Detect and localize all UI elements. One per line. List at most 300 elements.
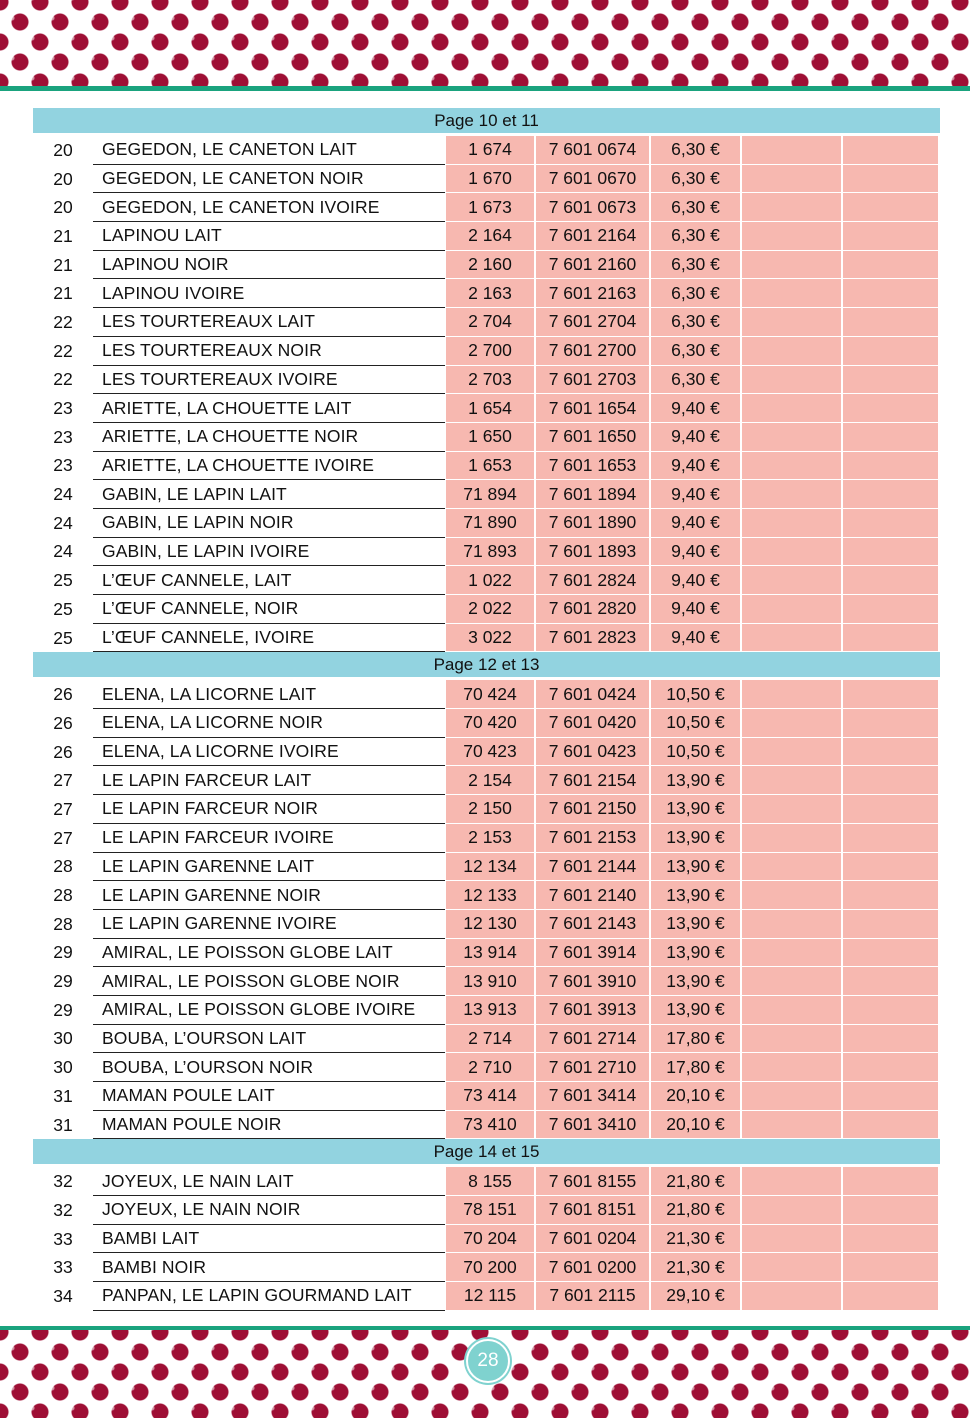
reference-cell: 8 155: [445, 1167, 534, 1196]
reference-cell: 13 910: [445, 967, 534, 996]
reference-cell: 73 410: [445, 1111, 534, 1140]
reference-cell: 2 160: [445, 251, 534, 280]
ean-code-cell: 7 601 2700: [534, 337, 649, 366]
order-quantity-cell[interactable]: [740, 1053, 841, 1082]
page-ref-cell: 32: [53, 1171, 73, 1192]
reference-cell: 70 200: [445, 1253, 534, 1282]
order-total-cell[interactable]: [841, 624, 938, 653]
price-cell: 29,10 €: [649, 1282, 740, 1311]
order-total-cell[interactable]: [841, 509, 938, 538]
order-total-cell[interactable]: [841, 538, 938, 567]
page-ref-cell: 33: [53, 1228, 73, 1249]
page-ref-cell: 25: [53, 570, 73, 591]
table-row: [33, 1167, 940, 1196]
order-quantity-cell[interactable]: [740, 222, 841, 251]
reference-cell: 71 890: [445, 509, 534, 538]
page-ref-cell: 21: [53, 283, 73, 304]
order-quantity-cell[interactable]: [740, 766, 841, 795]
table-row: [33, 566, 940, 595]
price-cell: 10,50 €: [649, 709, 740, 738]
table-row: [33, 538, 940, 567]
product-name-cell: ARIETTE, LA CHOUETTE NOIR: [93, 423, 445, 452]
price-cell: 9,40 €: [649, 624, 740, 653]
reference-cell: 70 204: [445, 1225, 534, 1254]
order-quantity-cell[interactable]: [740, 1196, 841, 1225]
reference-cell: 70 424: [445, 680, 534, 709]
table-row: [33, 1225, 940, 1254]
product-name-cell: LES TOURTEREAUX NOIR: [93, 337, 445, 366]
price-cell: 9,40 €: [649, 538, 740, 567]
product-name-cell: L’ŒUF CANNELE, IVOIRE: [93, 624, 445, 653]
page-ref-cell: 28: [53, 913, 73, 934]
ean-code-cell: 7 601 3913: [534, 996, 649, 1025]
reference-cell: 12 115: [445, 1282, 534, 1311]
page-ref-cell: 30: [53, 1028, 73, 1049]
page-ref-cell: 29: [53, 942, 73, 963]
table-row: [33, 738, 940, 767]
order-quantity-cell[interactable]: [740, 1282, 841, 1311]
apple-pattern-top-band: [0, 0, 970, 86]
order-total-cell[interactable]: [841, 939, 938, 968]
reference-cell: 2 710: [445, 1053, 534, 1082]
order-total-cell[interactable]: [841, 1082, 938, 1111]
price-cell: 13,90 €: [649, 939, 740, 968]
reference-cell: 2 164: [445, 222, 534, 251]
page-ref-cell: 29: [53, 999, 73, 1020]
page-ref-cell: 23: [53, 398, 73, 419]
ean-code-cell: 7 601 2144: [534, 853, 649, 882]
page-ref-cell: 30: [53, 1057, 73, 1078]
ean-code-cell: 7 601 0673: [534, 193, 649, 222]
price-cell: 13,90 €: [649, 967, 740, 996]
ean-code-cell: 7 601 3910: [534, 967, 649, 996]
table-row: [33, 996, 940, 1025]
product-name-cell: LE LAPIN GARENNE IVOIRE: [93, 910, 445, 939]
product-name-cell: GABIN, LE LAPIN IVOIRE: [93, 538, 445, 567]
order-total-cell[interactable]: [841, 595, 938, 624]
order-total-cell[interactable]: [841, 795, 938, 824]
reference-cell: 2 714: [445, 1025, 534, 1054]
page-ref-cell: 26: [53, 712, 73, 733]
order-total-cell[interactable]: [841, 366, 938, 395]
product-name-cell: LE LAPIN GARENNE NOIR: [93, 881, 445, 910]
ean-code-cell: 7 601 2710: [534, 1053, 649, 1082]
page-ref-cell: 26: [53, 684, 73, 705]
reference-cell: 2 153: [445, 824, 534, 853]
order-total-cell[interactable]: [841, 996, 938, 1025]
product-name-cell: AMIRAL, LE POISSON GLOBE IVOIRE: [93, 996, 445, 1025]
reference-cell: 2 163: [445, 279, 534, 308]
product-name-cell: GEGEDON, LE CANETON IVOIRE: [93, 193, 445, 222]
reference-cell: 2 703: [445, 366, 534, 395]
order-total-cell[interactable]: [841, 193, 938, 222]
reference-cell: 1 654: [445, 394, 534, 423]
order-total-cell[interactable]: [841, 824, 938, 853]
reference-cell: 70 420: [445, 709, 534, 738]
product-name-cell: PANPAN, LE LAPIN GOURMAND LAIT: [93, 1282, 445, 1311]
table-row: [33, 680, 940, 709]
reference-cell: 2 704: [445, 308, 534, 337]
price-cell: 10,50 €: [649, 738, 740, 767]
table-row: [33, 853, 940, 882]
order-total-cell[interactable]: [841, 165, 938, 194]
table-row: [33, 394, 940, 423]
price-cell: 6,30 €: [649, 165, 740, 194]
reference-cell: 73 414: [445, 1082, 534, 1111]
order-total-cell[interactable]: [841, 1053, 938, 1082]
table-row: [33, 1282, 940, 1311]
order-quantity-cell[interactable]: [740, 337, 841, 366]
price-cell: 13,90 €: [649, 881, 740, 910]
product-name-cell: GABIN, LE LAPIN NOIR: [93, 509, 445, 538]
reference-cell: 2 154: [445, 766, 534, 795]
ean-code-cell: 7 601 8151: [534, 1196, 649, 1225]
ean-code-cell: 7 601 0670: [534, 165, 649, 194]
price-cell: 13,90 €: [649, 766, 740, 795]
product-name-cell: AMIRAL, LE POISSON GLOBE LAIT: [93, 939, 445, 968]
ean-code-cell: 7 601 2160: [534, 251, 649, 280]
page-ref-cell: 20: [53, 168, 73, 189]
ean-code-cell: 7 601 3414: [534, 1082, 649, 1111]
product-name-cell: LAPINOU IVOIRE: [93, 279, 445, 308]
reference-cell: 70 423: [445, 738, 534, 767]
order-quantity-cell[interactable]: [740, 738, 841, 767]
page-ref-cell: 31: [53, 1085, 73, 1106]
table-row: [33, 337, 940, 366]
order-total-cell[interactable]: [841, 680, 938, 709]
order-total-cell[interactable]: [841, 1196, 938, 1225]
order-quantity-cell[interactable]: [740, 910, 841, 939]
product-name-cell: LES TOURTEREAUX LAIT: [93, 308, 445, 337]
table-row: [33, 709, 940, 738]
page-ref-cell: 20: [53, 197, 73, 218]
price-cell: 21,30 €: [649, 1253, 740, 1282]
table-row: [33, 1053, 940, 1082]
reference-cell: 12 133: [445, 881, 534, 910]
ean-code-cell: 7 601 2154: [534, 766, 649, 795]
order-total-cell[interactable]: [841, 279, 938, 308]
page-number-badge: 28: [466, 1339, 510, 1383]
ean-code-cell: 7 601 2143: [534, 910, 649, 939]
product-name-cell: BOUBA, L’OURSON LAIT: [93, 1025, 445, 1054]
price-cell: 9,40 €: [649, 423, 740, 452]
order-quantity-cell[interactable]: [740, 967, 841, 996]
page-ref-cell: 23: [53, 455, 73, 476]
reference-cell: 1 650: [445, 423, 534, 452]
table-row: [33, 1082, 940, 1111]
reference-cell: 12 130: [445, 910, 534, 939]
order-total-cell[interactable]: [841, 222, 938, 251]
reference-cell: 2 022: [445, 595, 534, 624]
table-row: [33, 624, 940, 653]
price-cell: 9,40 €: [649, 566, 740, 595]
section-header: Page 12 et 13: [33, 652, 940, 677]
page-ref-cell: 32: [53, 1199, 73, 1220]
table-row: [33, 910, 940, 939]
price-cell: 6,30 €: [649, 279, 740, 308]
order-quantity-cell[interactable]: [740, 366, 841, 395]
ean-code-cell: 7 601 2140: [534, 881, 649, 910]
reference-cell: 1 022: [445, 566, 534, 595]
ean-code-cell: 7 601 0424: [534, 680, 649, 709]
table-row: [33, 452, 940, 481]
product-name-cell: ELENA, LA LICORNE IVOIRE: [93, 738, 445, 767]
order-quantity-cell[interactable]: [740, 996, 841, 1025]
table-row: [33, 967, 940, 996]
order-total-cell[interactable]: [841, 709, 938, 738]
order-quantity-cell[interactable]: [740, 824, 841, 853]
order-quantity-cell[interactable]: [740, 1167, 841, 1196]
order-quantity-cell[interactable]: [740, 1025, 841, 1054]
product-name-cell: ARIETTE, LA CHOUETTE LAIT: [93, 394, 445, 423]
table-row: [33, 480, 940, 509]
order-quantity-cell[interactable]: [740, 624, 841, 653]
order-quantity-cell[interactable]: [740, 795, 841, 824]
order-total-cell[interactable]: [841, 423, 938, 452]
order-total-cell[interactable]: [841, 1282, 938, 1311]
ean-code-cell: 7 601 0200: [534, 1253, 649, 1282]
order-quantity-cell[interactable]: [740, 452, 841, 481]
page-ref-cell: 24: [53, 512, 73, 533]
order-quantity-cell[interactable]: [740, 136, 841, 165]
order-quantity-cell[interactable]: [740, 279, 841, 308]
price-cell: 13,90 €: [649, 853, 740, 882]
product-name-cell: L’ŒUF CANNELE, NOIR: [93, 595, 445, 624]
page-ref-cell: 31: [53, 1114, 73, 1135]
order-quantity-cell[interactable]: [740, 251, 841, 280]
product-name-cell: JOYEUX, LE NAIN NOIR: [93, 1196, 445, 1225]
table-row: [33, 308, 940, 337]
order-quantity-cell[interactable]: [740, 308, 841, 337]
reference-cell: 78 151: [445, 1196, 534, 1225]
reference-cell: 2 700: [445, 337, 534, 366]
product-name-cell: ELENA, LA LICORNE NOIR: [93, 709, 445, 738]
ean-code-cell: 7 601 1654: [534, 394, 649, 423]
reference-cell: 1 674: [445, 136, 534, 165]
table-row: [33, 251, 940, 280]
ean-code-cell: 7 601 8155: [534, 1167, 649, 1196]
table-row: [33, 595, 940, 624]
order-quantity-cell[interactable]: [740, 423, 841, 452]
page-ref-cell: 26: [53, 741, 73, 762]
product-name-cell: GEGEDON, LE CANETON LAIT: [93, 136, 445, 165]
order-total-cell[interactable]: [841, 910, 938, 939]
price-cell: 6,30 €: [649, 337, 740, 366]
order-quantity-cell[interactable]: [740, 1082, 841, 1111]
product-name-cell: LAPINOU NOIR: [93, 251, 445, 280]
product-name-cell: GABIN, LE LAPIN LAIT: [93, 480, 445, 509]
order-total-cell[interactable]: [841, 452, 938, 481]
product-name-cell: ARIETTE, LA CHOUETTE IVOIRE: [93, 452, 445, 481]
table-row: [33, 766, 940, 795]
page-ref-cell: 34: [53, 1285, 73, 1306]
table-row: [33, 366, 940, 395]
order-total-cell[interactable]: [841, 1111, 938, 1140]
price-cell: 9,40 €: [649, 480, 740, 509]
ean-code-cell: 7 601 2823: [534, 624, 649, 653]
order-total-cell[interactable]: [841, 566, 938, 595]
price-cell: 6,30 €: [649, 193, 740, 222]
order-total-cell[interactable]: [841, 308, 938, 337]
price-cell: 13,90 €: [649, 910, 740, 939]
ean-code-cell: 7 601 2164: [534, 222, 649, 251]
page-ref-cell: 24: [53, 484, 73, 505]
product-name-cell: LE LAPIN GARENNE LAIT: [93, 853, 445, 882]
product-name-cell: JOYEUX, LE NAIN LAIT: [93, 1167, 445, 1196]
table-row: [33, 824, 940, 853]
product-name-cell: BAMBI LAIT: [93, 1225, 445, 1254]
table-row: [33, 1111, 940, 1140]
order-total-cell[interactable]: [841, 337, 938, 366]
table-row: [33, 509, 940, 538]
ean-code-cell: 7 601 2704: [534, 308, 649, 337]
ean-code-cell: 7 601 3914: [534, 939, 649, 968]
price-cell: 10,50 €: [649, 680, 740, 709]
page-ref-cell: 33: [53, 1257, 73, 1278]
price-cell: 9,40 €: [649, 394, 740, 423]
page-ref-cell: 27: [53, 770, 73, 791]
ean-code-cell: 7 601 1894: [534, 480, 649, 509]
order-total-cell[interactable]: [841, 394, 938, 423]
page-ref-cell: 21: [53, 225, 73, 246]
order-quantity-cell[interactable]: [740, 538, 841, 567]
order-quantity-cell[interactable]: [740, 509, 841, 538]
ean-code-cell: 7 601 2153: [534, 824, 649, 853]
order-total-cell[interactable]: [841, 881, 938, 910]
ean-code-cell: 7 601 2703: [534, 366, 649, 395]
order-total-cell[interactable]: [841, 1253, 938, 1282]
price-cell: 6,30 €: [649, 222, 740, 251]
order-total-cell[interactable]: [841, 251, 938, 280]
page-ref-cell: 22: [53, 369, 73, 390]
product-name-cell: MAMAN POULE NOIR: [93, 1111, 445, 1140]
order-quantity-cell[interactable]: [740, 853, 841, 882]
ean-code-cell: 7 601 2163: [534, 279, 649, 308]
page-ref-cell: 20: [53, 139, 73, 160]
ean-code-cell: 7 601 2714: [534, 1025, 649, 1054]
page-ref-cell: 23: [53, 426, 73, 447]
order-quantity-cell[interactable]: [740, 394, 841, 423]
page-ref-cell: 28: [53, 856, 73, 877]
reference-cell: 1 673: [445, 193, 534, 222]
table-row: [33, 1025, 940, 1054]
product-name-cell: LE LAPIN FARCEUR LAIT: [93, 766, 445, 795]
reference-cell: 12 134: [445, 853, 534, 882]
reference-cell: 71 893: [445, 538, 534, 567]
order-total-cell[interactable]: [841, 738, 938, 767]
section-header: Page 14 et 15: [33, 1139, 940, 1164]
ean-code-cell: 7 601 0204: [534, 1225, 649, 1254]
price-cell: 6,30 €: [649, 251, 740, 280]
price-cell: 9,40 €: [649, 509, 740, 538]
page-ref-cell: 27: [53, 798, 73, 819]
table-row: [33, 881, 940, 910]
price-cell: 13,90 €: [649, 795, 740, 824]
ean-code-cell: 7 601 0674: [534, 136, 649, 165]
ean-code-cell: 7 601 0420: [534, 709, 649, 738]
page-ref-cell: 22: [53, 340, 73, 361]
reference-cell: 13 914: [445, 939, 534, 968]
product-name-cell: LES TOURTEREAUX IVOIRE: [93, 366, 445, 395]
order-quantity-cell[interactable]: [740, 881, 841, 910]
product-price-table: [33, 108, 940, 1311]
table-row: [33, 193, 940, 222]
order-quantity-cell[interactable]: [740, 709, 841, 738]
page-ref-cell: 25: [53, 627, 73, 648]
ean-code-cell: 7 601 1650: [534, 423, 649, 452]
page-ref-cell: 24: [53, 541, 73, 562]
price-cell: 21,80 €: [649, 1196, 740, 1225]
ean-code-cell: 7 601 1890: [534, 509, 649, 538]
page-ref-cell: 21: [53, 254, 73, 275]
order-total-cell[interactable]: [841, 766, 938, 795]
table-row: [33, 423, 940, 452]
product-name-cell: LE LAPIN FARCEUR IVOIRE: [93, 824, 445, 853]
section-header: Page 10 et 11: [33, 108, 940, 133]
table-row: [33, 1253, 940, 1282]
product-name-cell: LAPINOU LAIT: [93, 222, 445, 251]
table-row: [33, 136, 940, 165]
order-total-cell[interactable]: [841, 136, 938, 165]
order-total-cell[interactable]: [841, 1167, 938, 1196]
order-quantity-cell[interactable]: [740, 680, 841, 709]
table-row: [33, 1196, 940, 1225]
order-quantity-cell[interactable]: [740, 939, 841, 968]
page-ref-cell: 25: [53, 598, 73, 619]
table-row: [33, 279, 940, 308]
order-quantity-cell[interactable]: [740, 566, 841, 595]
order-quantity-cell[interactable]: [740, 193, 841, 222]
table-row: [33, 795, 940, 824]
page-ref-cell: 22: [53, 311, 73, 332]
price-cell: 17,80 €: [649, 1053, 740, 1082]
order-quantity-cell[interactable]: [740, 480, 841, 509]
ean-code-cell: 7 601 3410: [534, 1111, 649, 1140]
order-total-cell[interactable]: [841, 967, 938, 996]
price-cell: 9,40 €: [649, 452, 740, 481]
table-row: [33, 939, 940, 968]
price-cell: 21,30 €: [649, 1225, 740, 1254]
order-total-cell[interactable]: [841, 1225, 938, 1254]
order-quantity-cell[interactable]: [740, 165, 841, 194]
reference-cell: 71 894: [445, 480, 534, 509]
price-cell: 6,30 €: [649, 366, 740, 395]
reference-cell: 1 653: [445, 452, 534, 481]
ean-code-cell: 7 601 2150: [534, 795, 649, 824]
top-divider: [0, 86, 970, 91]
product-name-cell: BOUBA, L’OURSON NOIR: [93, 1053, 445, 1082]
order-total-cell[interactable]: [841, 1025, 938, 1054]
order-quantity-cell[interactable]: [740, 1253, 841, 1282]
reference-cell: 2 150: [445, 795, 534, 824]
product-name-cell: BAMBI NOIR: [93, 1253, 445, 1282]
order-quantity-cell[interactable]: [740, 595, 841, 624]
ean-code-cell: 7 601 2115: [534, 1282, 649, 1311]
price-cell: 6,30 €: [649, 136, 740, 165]
order-quantity-cell[interactable]: [740, 1225, 841, 1254]
order-total-cell[interactable]: [841, 853, 938, 882]
product-name-cell: MAMAN POULE LAIT: [93, 1082, 445, 1111]
price-cell: 20,10 €: [649, 1111, 740, 1140]
product-name-cell: ELENA, LA LICORNE LAIT: [93, 680, 445, 709]
price-cell: 9,40 €: [649, 595, 740, 624]
order-quantity-cell[interactable]: [740, 1111, 841, 1140]
page-ref-cell: 28: [53, 885, 73, 906]
ean-code-cell: 7 601 1893: [534, 538, 649, 567]
order-total-cell[interactable]: [841, 480, 938, 509]
ean-code-cell: 7 601 0423: [534, 738, 649, 767]
ean-code-cell: 7 601 2820: [534, 595, 649, 624]
